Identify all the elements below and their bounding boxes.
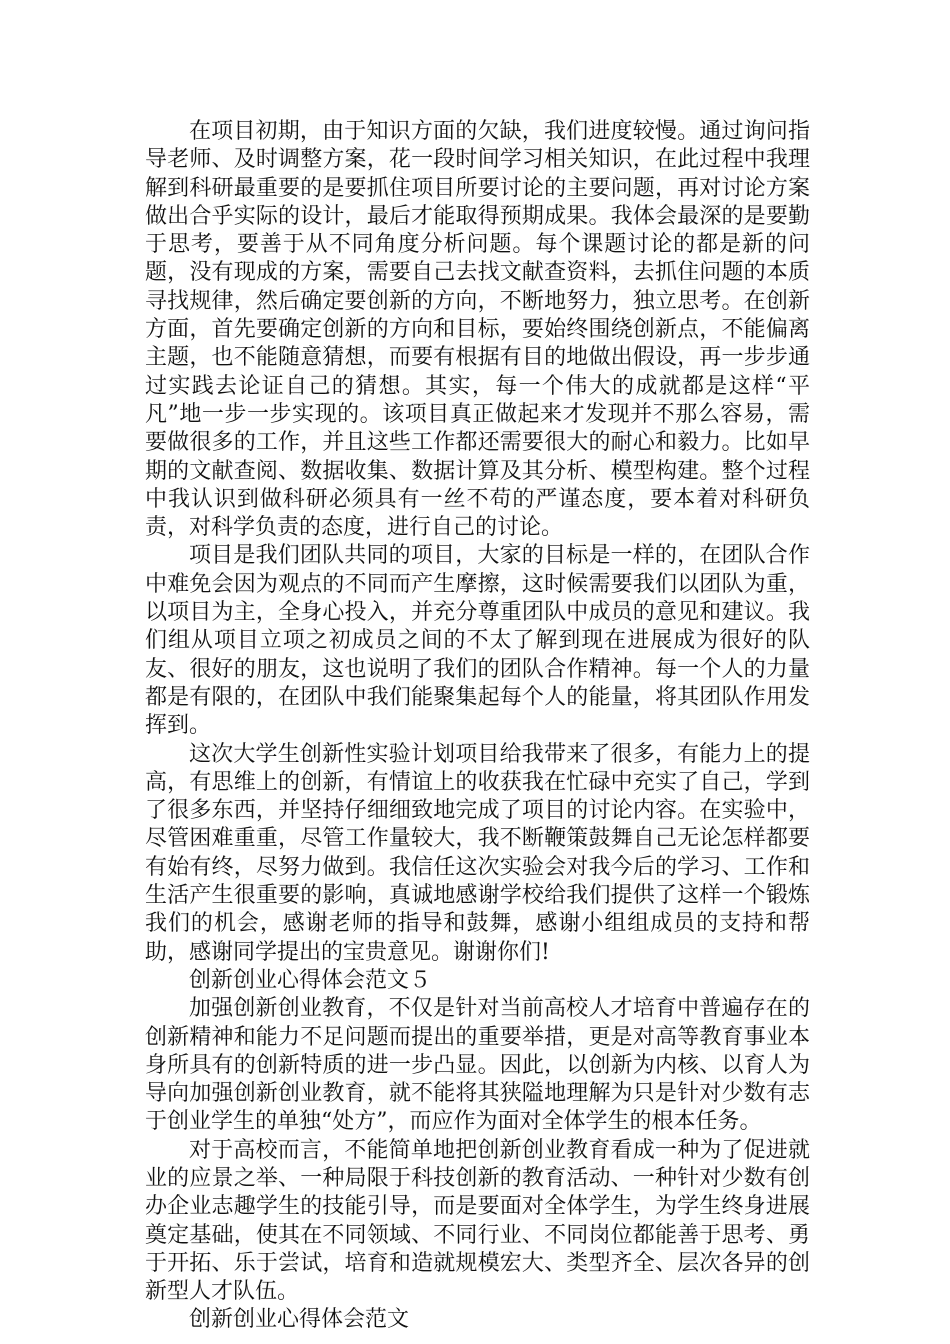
body-paragraph: 加强创新创业教育，不仅是针对当前高校人才培育中普遍存在的创新精神和能力不足问题而提出的重要举措，更是对高等教育事业本身所具有的创新特质的进一步凸显。因此，以创新为内核、以育人为导向加强创新创业教育，就不能将其狭隘地理解为只是针对少数有志于创业学生的单独“处方”，而应作为面对全体学生的根本任务。 — [145, 996, 810, 1135]
body-paragraph: 在项目初期，由于知识方面的欠缺，我们进度较慢。通过询问指导老师、及时调整方案，花一段时间学习相关知识，在此过程中我理解到科研最重要的是要抓住项目所要讨论的主要问题，再对讨论方案做出合乎实际的设计，最后才能取得预期成果。我体会最深的是要勤于思考，要善于从不同角度分析问题。每个课题讨论的都是新的问题，没有现成的方案，需要自己去找文献查资料，去抓住问题的本质寻找规律，然后确定要创新的方向，不断地努力，独立思考。在创新方面，首先要确定创新的方向和目标，要始终围绕创新点，不能偏离主题，也不能随意猜想，而要有根据有目的地做出假设，再一步步通过实践去论证自己的猜想。其实，每一个伟大的成就都是这样“平凡”地一步一步实现的。该项目真正做起来才发现并不那么容易，需要做很多的工作，并且这些工作都还需要很大的耐心和毅力。比如早期的文献查阅、数据收集、数据计算及其分析、模型构建。整个过程中我认识到做科研必须具有一丝不苟的严谨态度，要本着对科研负责，对科学负责的态度，进行自己的讨论。 — [145, 119, 810, 541]
section-heading: 创新创业心得体会范文５ — [189, 967, 432, 993]
body-paragraph: 对于高校而言，不能简单地把创新创业教育看成一种为了促进就业的应景之举、一种局限于科技创新的教育活动、一种针对少数有创办企业志趣学生的技能引导，而是要面对全体学生，为学生终身进展奠定基础，使其在不同领域、不同行业、不同岗位都能善于思考、勇于开拓、乐于尝试，培育和造就规模宏大、类型齐全、层次各异的创新型人才队伍。 — [145, 1137, 810, 1305]
body-paragraph: 项目是我们团队共同的项目，大家的目标是一样的，在团队合作中难免会因为观点的不同而产生摩擦，这时候需要我们以团队为重，以项目为主，全身心投入，并充分尊重团队中成员的意见和建议。我们组从项目立项之初成员之间的不太了解到现在进展成为很好的队友、很好的朋友，这也说明了我们的团队合作精神。每一个人的力量都是有限的，在团队中我们能聚集起每个人的能量，将其团队作用发挥到。 — [145, 543, 810, 739]
body-paragraph: 这次大学生创新性实验计划项目给我带来了很多，有能力上的提高，有思维上的创新，有情谊上的收获我在忙碌中充实了自己，学到了很多东西，并坚持仔细细致地完成了项目的讨论内容。在实验中，尽管困难重重，尽管工作量较大，我不断鞭策鼓舞自己无论怎样都要有始有终，尽努力做到。我信任这次实验会对我今后的学习、工作和生活产生很重要的影响，真诚地感谢学校给我们提供了这样一个锻炼我们的机会，感谢老师的指导和鼓舞，感谢小组组成员的支持和帮助，感谢同学提出的宝贵意见。谢谢你们! — [145, 741, 810, 965]
document-page — [145, 118, 810, 1335]
section-heading: 创新创业心得体会范文 — [189, 1307, 410, 1333]
